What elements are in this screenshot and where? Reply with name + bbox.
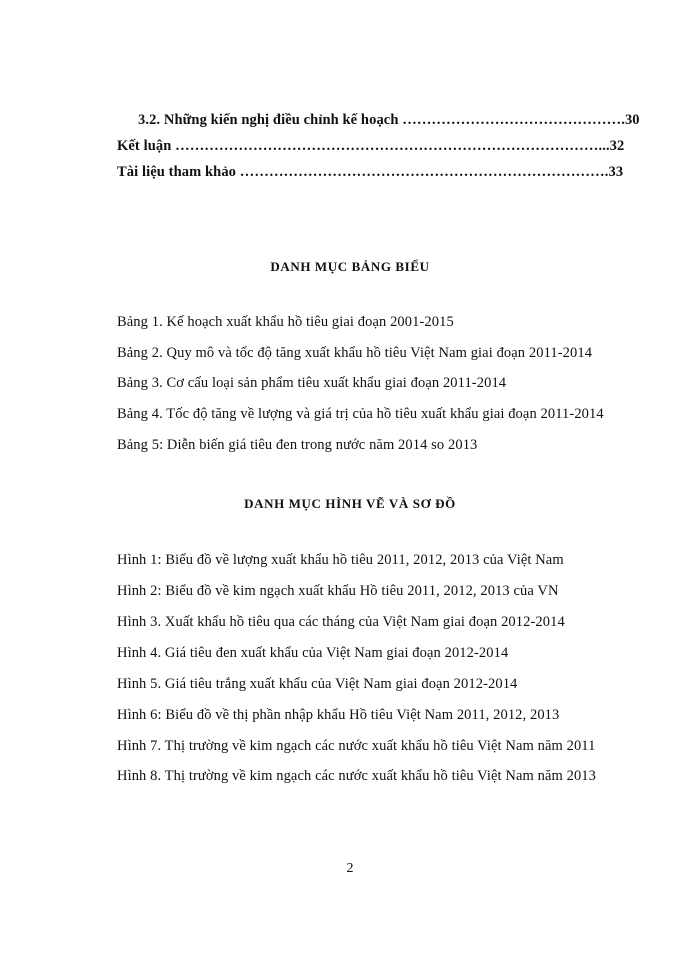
figure-list-item[interactable]: Hình 4. Giá tiêu đen xuất khẩu của Việt Nam giai đoạn 2012-2014 xyxy=(117,645,509,661)
figure-list-item[interactable]: Hình 3. Xuất khẩu hồ tiêu qua các tháng của Việt Nam giai đoạn 2012-2014 xyxy=(117,614,565,630)
table-list-item[interactable]: Bảng 5: Diễn biến giá tiêu đen trong nước năm 2014 so 2013 xyxy=(117,437,478,453)
table-list-item[interactable]: Bảng 3. Cơ cấu loại sản phẩm tiêu xuất khẩu giai đoạn 2011-2014 xyxy=(117,375,507,391)
tables-list-heading: DANH MỤC BẢNG BIỂU xyxy=(270,259,430,274)
table-list-item[interactable]: Bảng 1. Kế hoạch xuất khẩu hồ tiêu giai đoạn 2001-2015 xyxy=(117,314,454,330)
toc-entry-ket-luan[interactable]: Kết luận ……………………………………………………………………………...32 xyxy=(117,138,625,154)
figure-list-item[interactable]: Hình 1: Biểu đồ về lượng xuất khẩu hồ tiêu 2011, 2012, 2013 của Việt Nam xyxy=(117,552,564,568)
table-list-item[interactable]: Bảng 2. Quy mô và tốc độ tăng xuất khẩu hồ tiêu Việt Nam giai đoạn 2011-2014 xyxy=(117,345,593,361)
toc-entry-tai-lieu[interactable]: Tài liệu tham khảo ………………………………………………………………….33 xyxy=(117,164,624,180)
figure-list-item[interactable]: Hình 8. Thị trường về kim ngạch các nước xuất khẩu hồ tiêu Việt Nam năm 2013 xyxy=(117,768,596,784)
figure-list-item[interactable]: Hình 6: Biểu đồ về thị phần nhập khẩu Hồ tiêu Việt Nam 2011, 2012, 2013 xyxy=(117,707,560,723)
page-number: 2 xyxy=(346,861,354,876)
figure-list-item[interactable]: Hình 5. Giá tiêu trắng xuất khẩu của Việt Nam giai đoạn 2012-2014 xyxy=(117,676,518,692)
figures-list-heading: DANH MỤC HÌNH VẼ VÀ SƠ ĐỒ xyxy=(244,496,456,511)
figure-list-item[interactable]: Hình 2: Biểu đồ về kim ngạch xuất khẩu Hồ tiêu 2011, 2012, 2013 của VN xyxy=(117,583,559,599)
toc-entry-kien-nghi[interactable]: 3.2. Những kiến nghị điều chỉnh kế hoạch ……………………………………….30 xyxy=(138,112,640,128)
table-list-item[interactable]: Bảng 4. Tốc độ tăng về lượng và giá trị của hồ tiêu xuất khẩu giai đoạn 2011-2014 xyxy=(117,406,604,422)
figure-list-item[interactable]: Hình 7. Thị trường về kim ngạch các nước xuất khẩu hồ tiêu Việt Nam năm 2011 xyxy=(117,738,596,754)
